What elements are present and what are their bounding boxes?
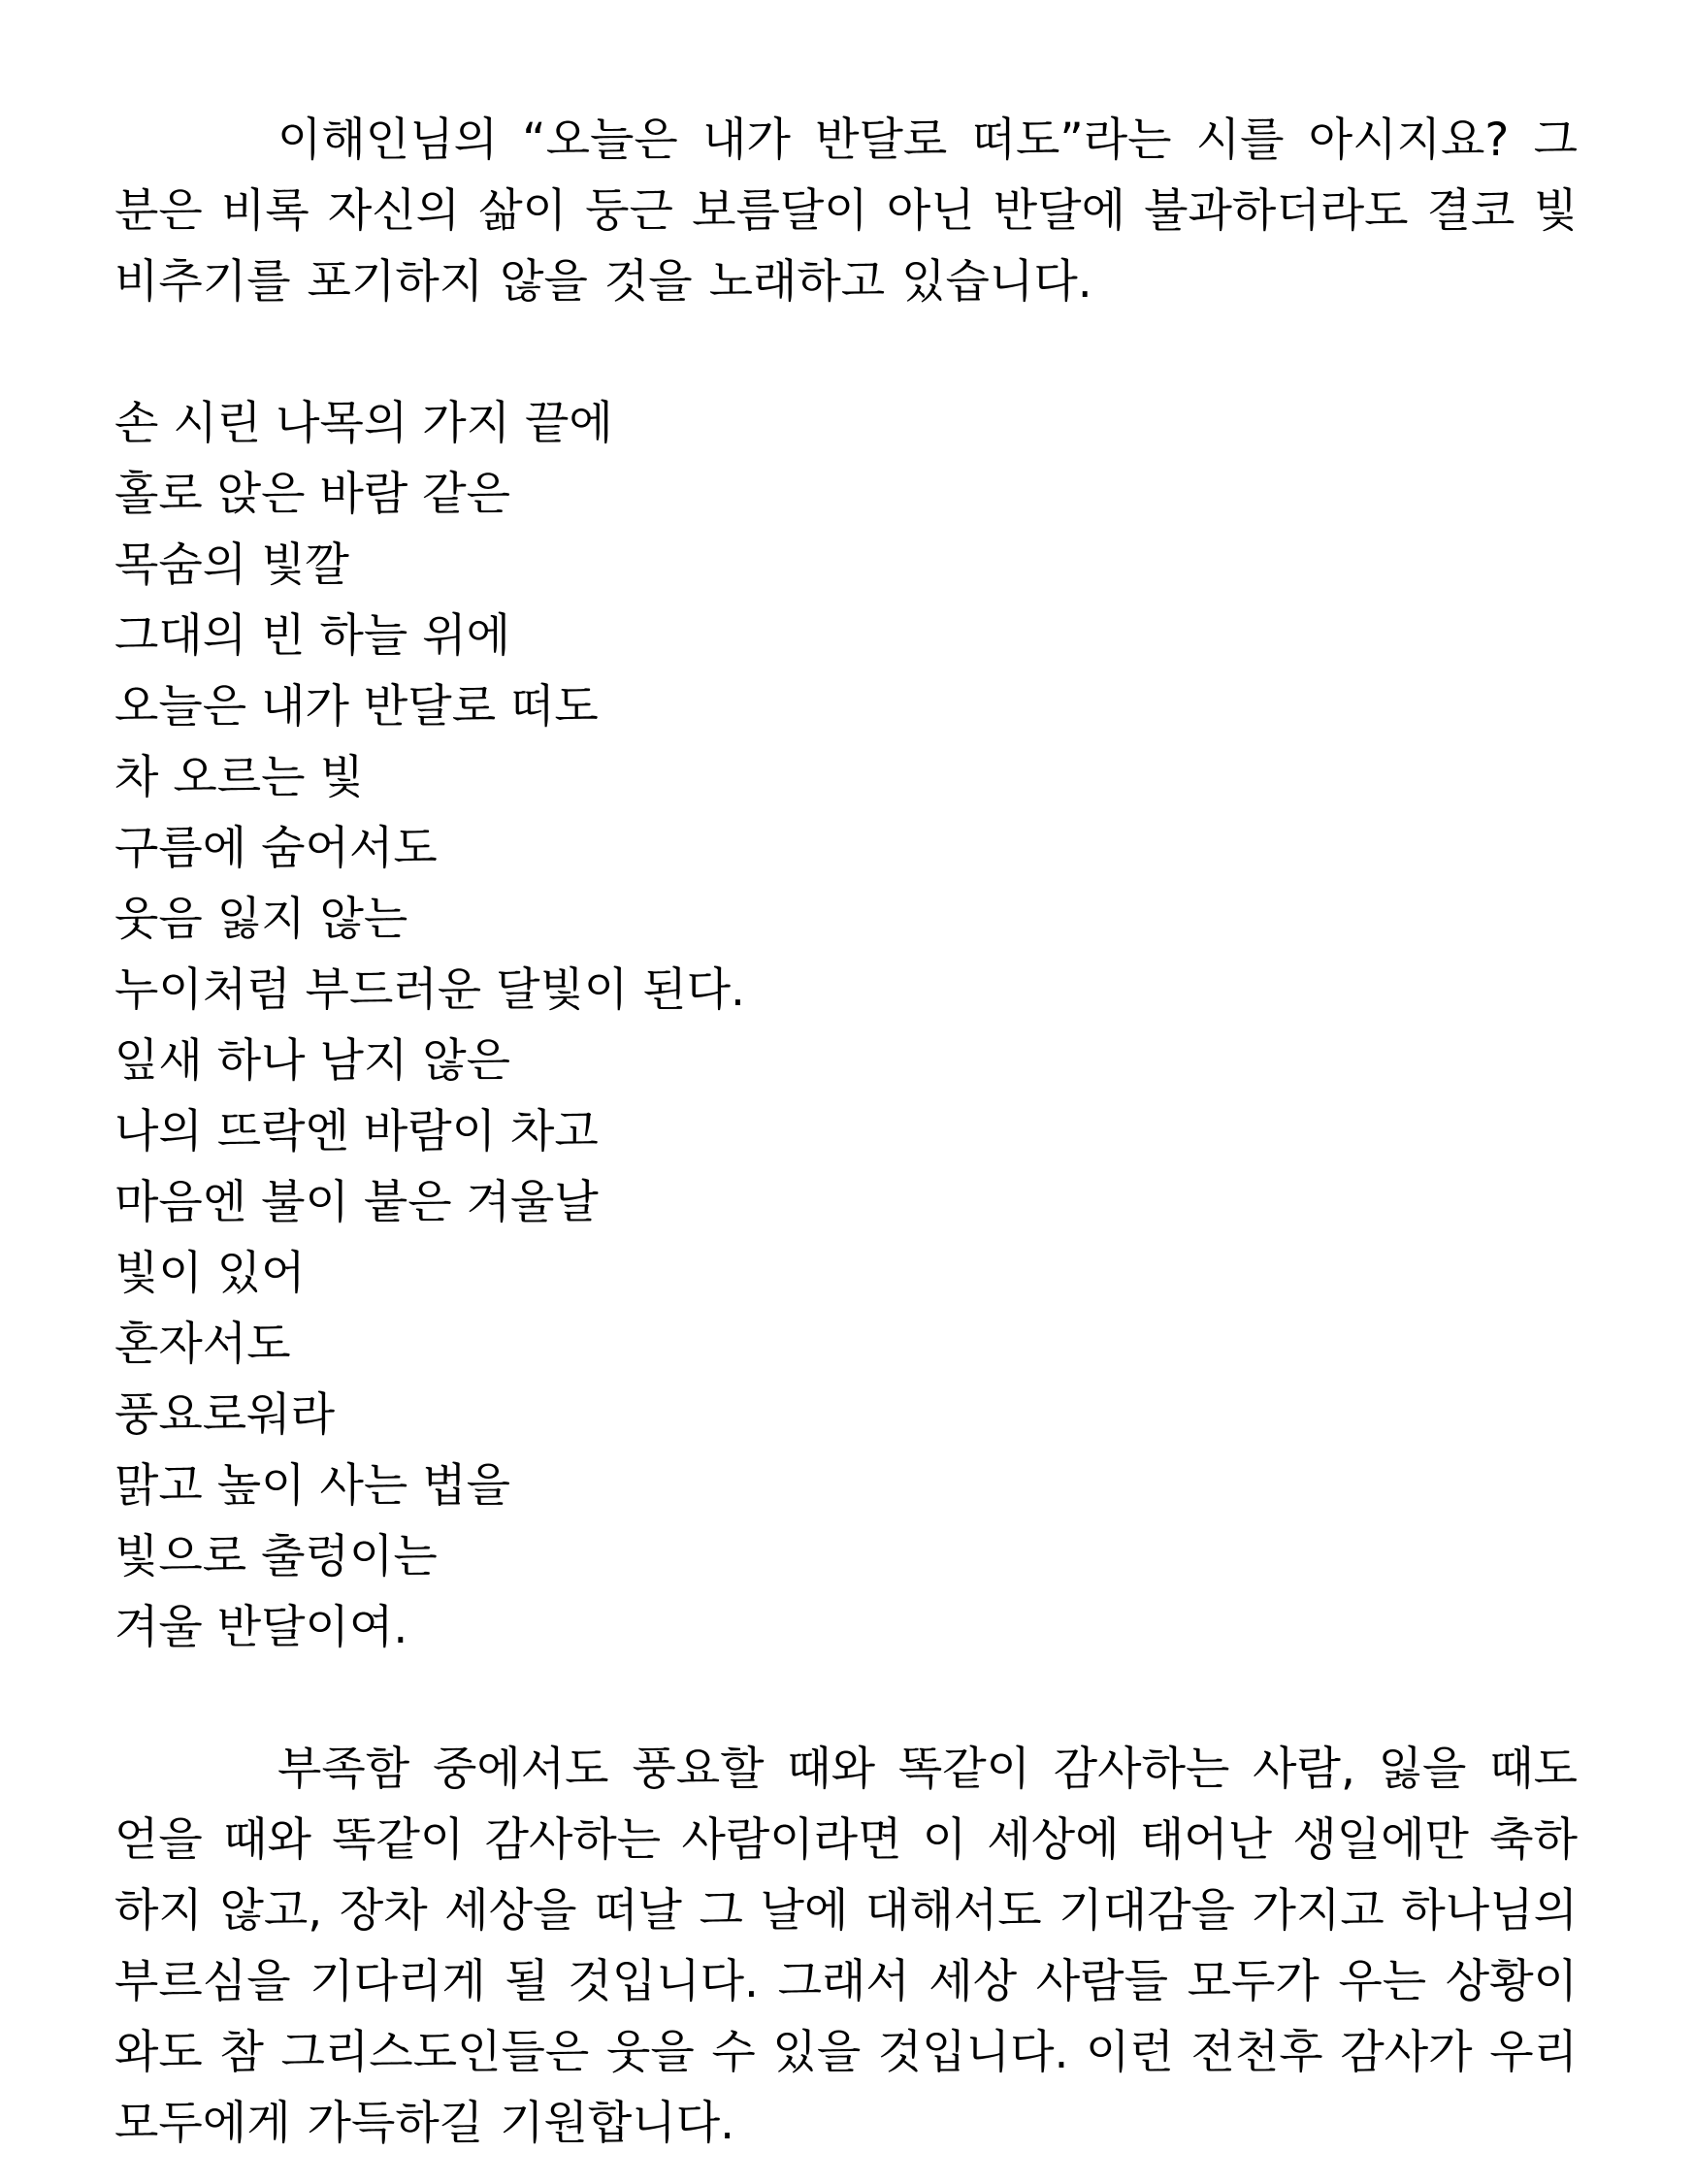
document-page bbox=[114, 105, 1578, 2159]
poem-line: 오늘은 내가 반달로 떠도 bbox=[114, 680, 599, 733]
poem-line: 목숨의 빛깔 bbox=[114, 538, 349, 592]
poem-line: 구름에 숨어서도 bbox=[114, 822, 438, 875]
poem-line: 혼자서도 bbox=[114, 1318, 291, 1371]
poem-line: 빛이 있어 bbox=[114, 1247, 306, 1300]
poem-line: 누이처럼 부드러운 달빛이 된다. bbox=[114, 963, 745, 1017]
intro-paragraph: 이해인님의 “오늘은 내가 반달로 떠도”라는 시를 아시지요? 그 분은 비록 자신의 삶이 둥근 보름달이 아닌 반달에 불과하더라도 결코 빛 비추기를 포기하지 않을 것을 노래하고 있습니다. bbox=[114, 114, 1578, 309]
spacer bbox=[114, 1663, 1578, 1734]
poem-line: 그대의 빈 하늘 위에 bbox=[114, 609, 511, 663]
spacer bbox=[114, 317, 1578, 388]
poem-line: 나의 뜨락엔 바람이 차고 bbox=[114, 1105, 599, 1158]
poem-line: 홀로 앉은 바람 같은 bbox=[114, 468, 511, 521]
poem-line: 잎새 하나 남지 않은 bbox=[114, 1034, 511, 1088]
poem-line: 손 시린 나목의 가지 끝에 bbox=[114, 397, 613, 450]
poem-line: 풍요로워라 bbox=[114, 1388, 336, 1442]
poem-line: 맑고 높이 사는 법을 bbox=[114, 1459, 511, 1513]
poem bbox=[114, 388, 1578, 1663]
closing-paragraph: 부족함 중에서도 풍요할 때와 똑같이 감사하는 사람, 잃을 때도 얻을 때와 똑같이 감사하는 사람이라면 이 세상에 태어난 생일에만 축하하지 않고, 장차 세상을 떠날 그 날에 대해서도 기대감을 가지고 하나님의 부르심을 기다리게 될 것입니다. 그래서 세상 사람들 모두가 우는 상황이 와도 참 그리스도인들은 웃을 수 있을 것입니다. 이런 전천후 감사가 우리 모두에게 가득하길 기원합니다. bbox=[114, 1743, 1578, 2150]
poem-line: 웃음 잃지 않는 bbox=[114, 893, 408, 946]
poem-line: 차 오르는 빛 bbox=[114, 751, 364, 804]
poem-line: 빛으로 출렁이는 bbox=[114, 1530, 438, 1583]
poem-line: 마음엔 불이 붙은 겨울날 bbox=[114, 1176, 599, 1229]
poem-line: 겨울 반달이여. bbox=[114, 1601, 408, 1654]
